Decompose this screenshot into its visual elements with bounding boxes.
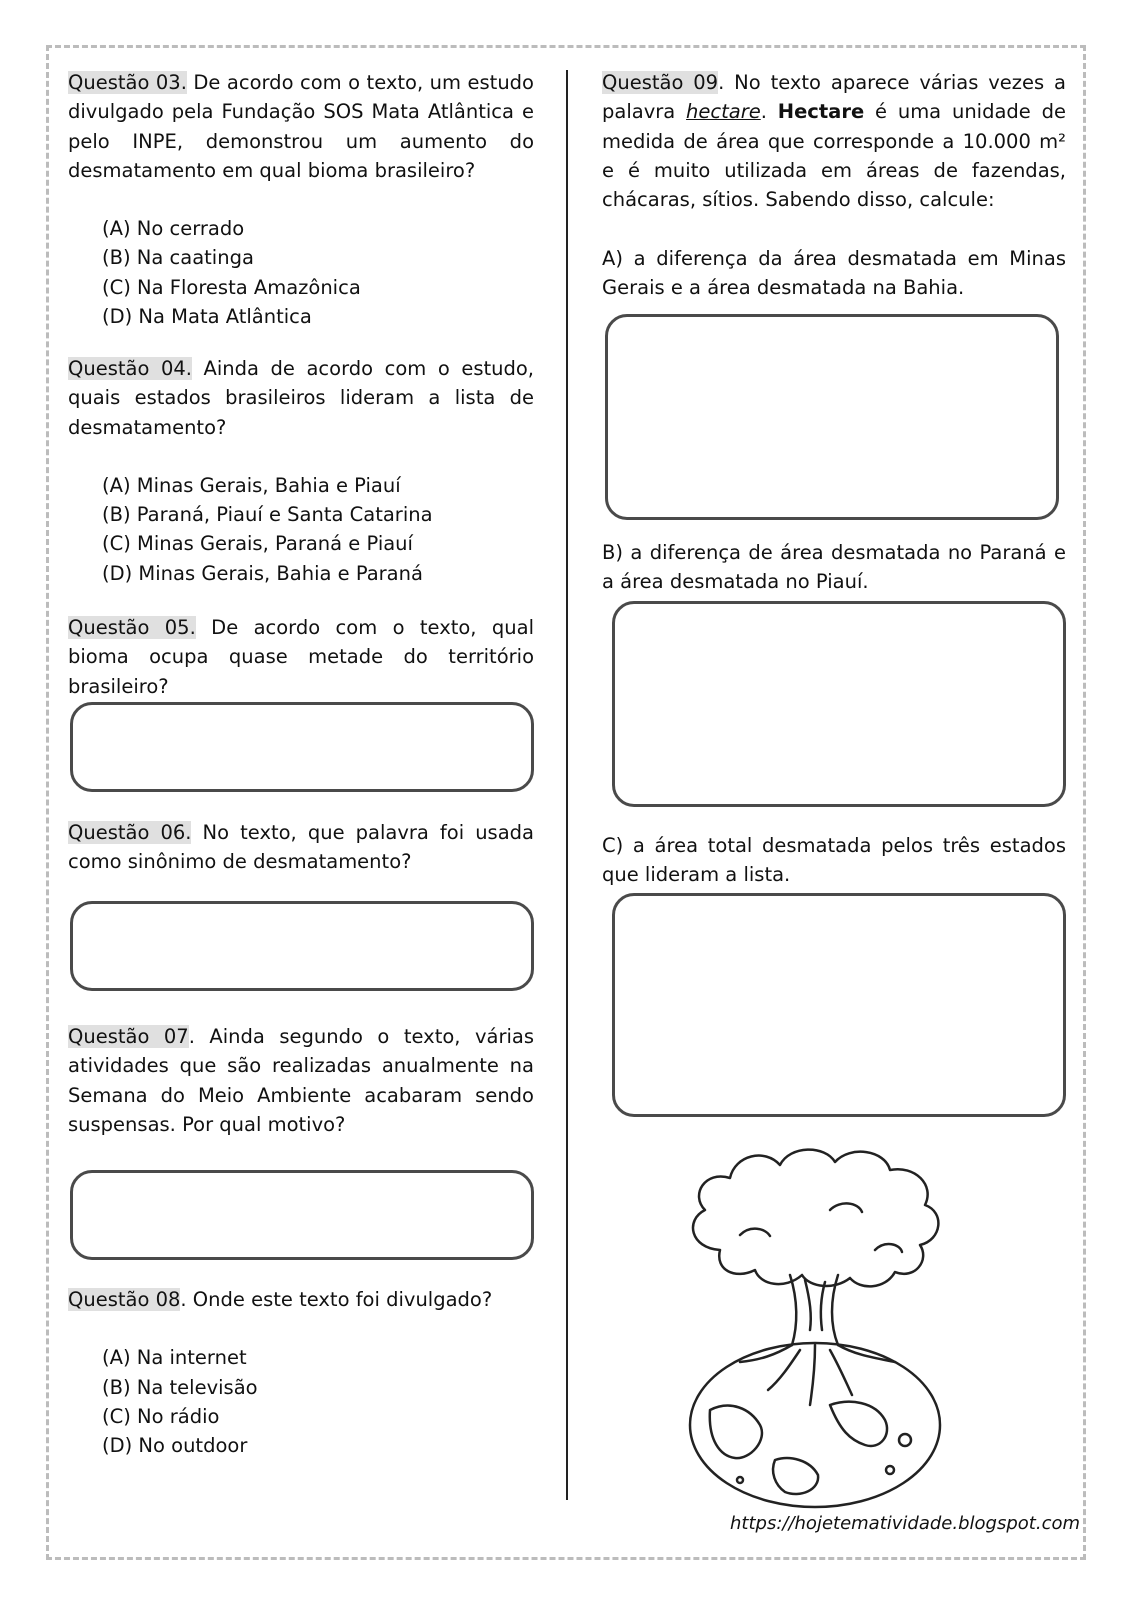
option-d[interactable]: (D) No outdoor (102, 1434, 248, 1458)
footer-url[interactable]: https://hojetematividade.blogspot.com (730, 1513, 1081, 1534)
option-a[interactable]: (A) Minas Gerais, Bahia e Piauí (102, 473, 401, 497)
question-08 (68, 1285, 534, 1460)
answer-box-09b[interactable] (612, 601, 1066, 807)
question-08-options (68, 1343, 534, 1460)
question-04-text: Ainda de acordo com o estudo, quais estados brasileiros lideram a lista de desmatamento? (68, 357, 534, 439)
hectare-bold-word: Hectare (777, 100, 865, 124)
question-07-text: . Ainda segundo o texto, várias atividades que são realizadas anualmente na Semana do Meio Ambiente acabaram sendo suspensas. Por qual motivo? (68, 1025, 535, 1136)
question-05-label: Questão 05. (68, 616, 196, 639)
tree-globe-icon (680, 1140, 950, 1510)
question-06 (68, 818, 534, 877)
question-06-label: Questão 06. (68, 821, 192, 844)
question-07-label: Questão 07 (68, 1025, 189, 1048)
column-divider (566, 70, 568, 1500)
answer-box-07[interactable] (70, 1170, 534, 1260)
question-09-text-b: . (760, 100, 778, 124)
question-09-text-a: . No texto aparece várias vezes a palavra (602, 71, 1066, 124)
question-09-part-a (602, 244, 1066, 303)
part-a-text: A) a diferença da área desmatada em Minas Gerais e a área desmatada na Bahia. (602, 247, 1066, 300)
question-09-part-c (602, 831, 1066, 890)
option-d[interactable]: (D) Minas Gerais, Bahia e Paraná (102, 561, 423, 585)
answer-box-09a[interactable] (605, 314, 1059, 520)
question-04-options (68, 471, 534, 588)
question-09 (602, 68, 1066, 214)
question-05-text: De acordo com o texto, qual bioma ocupa quase metade do território brasileiro? (68, 616, 534, 698)
option-c[interactable]: (C) Na Floresta Amazônica (102, 275, 361, 299)
answer-box-09c[interactable] (612, 893, 1066, 1117)
answer-box-05[interactable] (70, 702, 534, 792)
option-b[interactable]: (B) Na caatinga (102, 246, 254, 270)
question-08-label: Questão 08 (68, 1288, 181, 1311)
option-a[interactable]: (A) No cerrado (102, 217, 245, 241)
option-b[interactable]: (B) Na televisão (102, 1375, 258, 1399)
question-03 (68, 68, 534, 331)
hectare-word: hectare (686, 100, 761, 124)
question-09-part-b (602, 538, 1066, 597)
question-09-text-c: é uma unidade de medida de área que corresponde a 10.000 m² e é muito utilizada em áreas de fazendas, chácaras, sítios. Sabendo disso, calcule: (602, 100, 1066, 212)
question-04-label: Questão 04. (68, 357, 192, 380)
question-07 (68, 1022, 534, 1139)
question-03-options (68, 214, 534, 331)
question-03-label: Questão 03. (68, 71, 187, 94)
question-03-text: De acordo com o texto, um estudo divulgado pela Fundação SOS Mata Atlântica e pelo INPE, demonstrou um aumento do desmatamento em qual bioma brasileiro? (68, 71, 534, 182)
part-c-text: C) a área total desmatada pelos três estados que lideram a lista. (602, 834, 1066, 887)
option-c[interactable]: (C) Minas Gerais, Paraná e Piauí (102, 532, 413, 556)
question-09-label: Questão 09 (602, 71, 719, 94)
option-d[interactable]: (D) Na Mata Atlântica (102, 305, 312, 329)
option-b[interactable]: (B) Paraná, Piauí e Santa Catarina (102, 503, 433, 527)
option-a[interactable]: (A) Na internet (102, 1346, 247, 1370)
answer-box-06[interactable] (70, 901, 534, 991)
question-06-text: No texto, que palavra foi usada como sinônimo de desmatamento? (68, 821, 534, 874)
part-b-text: B) a diferença de área desmatada no Paraná e a área desmatada no Piauí. (602, 541, 1066, 594)
question-05 (68, 613, 534, 701)
question-08-text: . Onde este texto foi divulgado? (180, 1288, 493, 1311)
option-c[interactable]: (C) No rádio (102, 1404, 220, 1428)
question-04 (68, 354, 534, 588)
